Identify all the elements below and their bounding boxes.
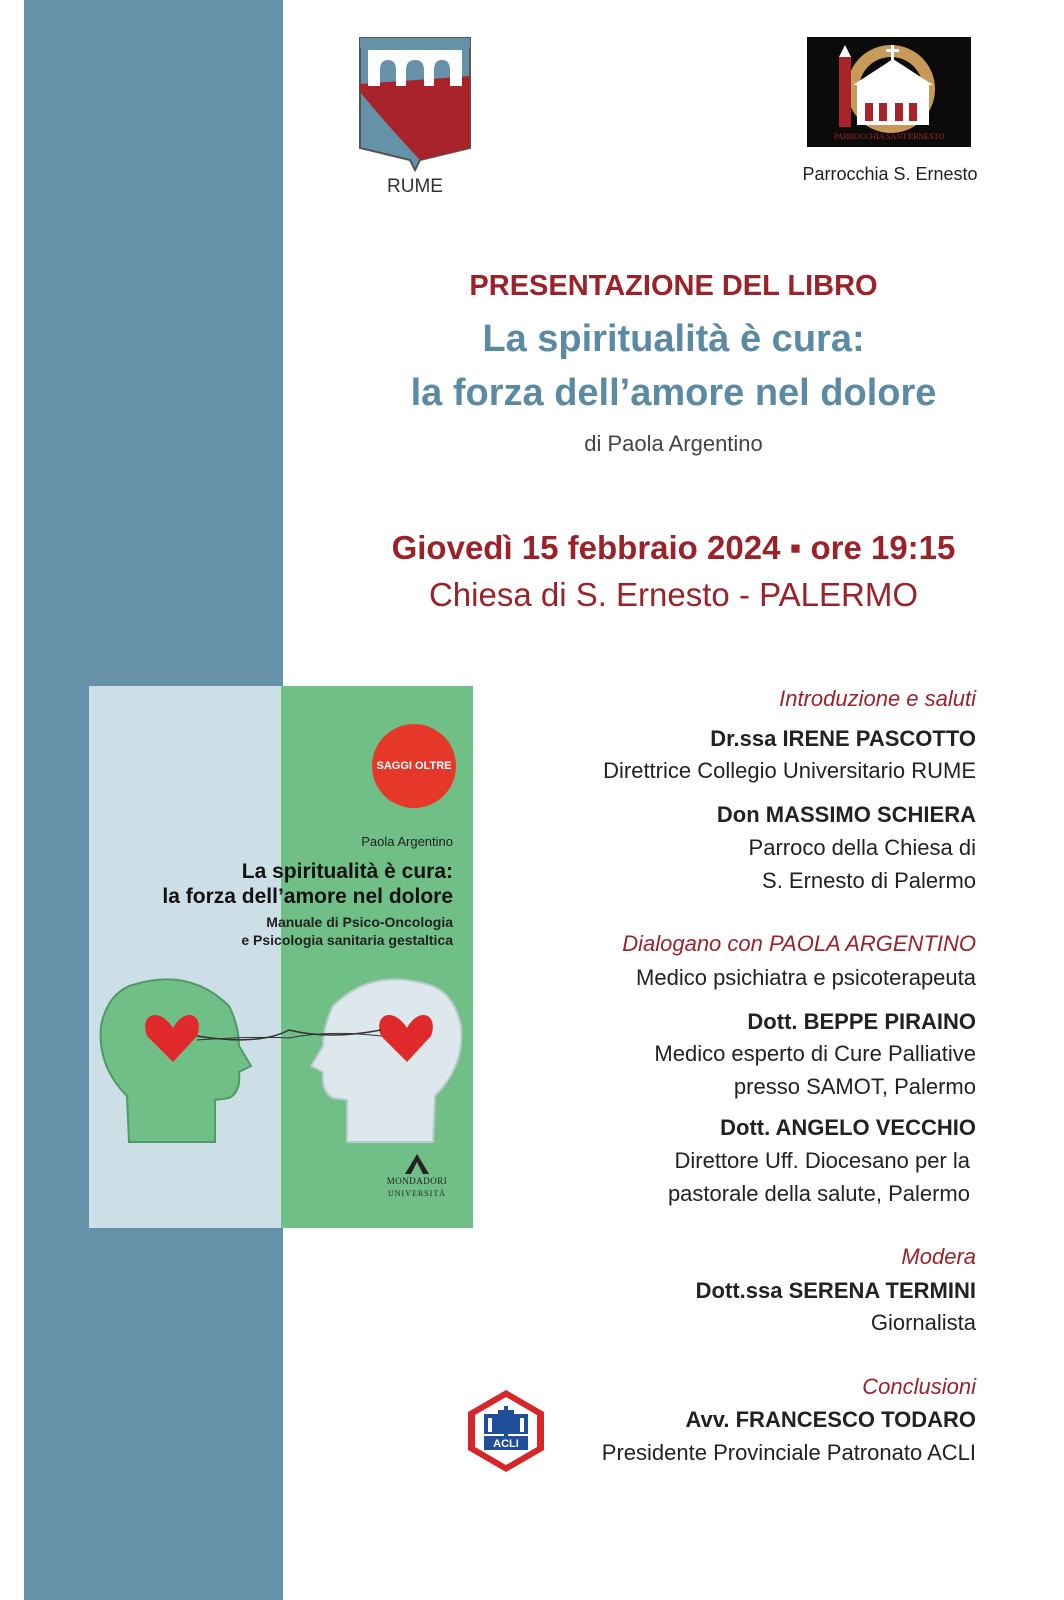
- parish-label: Parrocchia S. Ernesto: [802, 164, 978, 184]
- series-badge: SAGGI OLTRE: [372, 724, 456, 808]
- speaker-schiera-role-line2: S. Ernesto di Palermo: [762, 868, 976, 893]
- intro-heading: Introduzione e saluti: [779, 686, 976, 711]
- speaker-vecchio-role-line1: Direttore Uff. Diocesano per la: [674, 1148, 970, 1173]
- publisher-logo-icon: [405, 1154, 429, 1174]
- speaker-pascotto-role-title: Direttrice: [603, 758, 692, 783]
- cover-publisher: MONDADORI: [386, 1176, 448, 1186]
- cover-author: Paola Argentino: [361, 834, 453, 849]
- parish-logo: [807, 37, 971, 147]
- cover-subtitle-line2: e Psicologia sanitaria gestaltica: [241, 932, 453, 948]
- speaker-piraino-name: Dott. BEPPE PIRAINO: [747, 1009, 976, 1034]
- acli-logo: [466, 1388, 546, 1474]
- parish-banner: PARROCCHIA SANT'ERNESTO: [833, 132, 945, 141]
- book-title-line2: la forza dell’amore nel dolore: [410, 372, 937, 414]
- event-place: Chiesa di S. Ernesto - PALERMO: [428, 576, 919, 613]
- event-date: Giovedì 15 febbraio 2024 ▪ ore 19:15: [391, 529, 956, 566]
- speaker-vecchio-role-line2: pastorale della salute, Palermo: [667, 1181, 970, 1206]
- rume-crest-logo: [358, 36, 472, 172]
- rume-label: RUME: [387, 176, 443, 197]
- dialog-heading: Dialogano con PAOLA ARGENTINO: [622, 931, 976, 956]
- cover-title-line2: la forza dell’amore nel dolore: [162, 885, 453, 908]
- acli-logo-text: ACLI: [493, 1438, 519, 1450]
- moderator-name: Dott.ssa SERENA TERMINI: [695, 1278, 976, 1303]
- speaker-todaro-name: Avv. FRANCESCO TODARO: [685, 1407, 976, 1432]
- author-role: Medico psichiatra e psicoterapeuta: [636, 965, 976, 990]
- event-kicker: PRESENTAZIONE DEL LIBRO: [469, 270, 878, 302]
- cover-subtitle-line1: Manuale di Psico-Oncologia: [266, 914, 453, 930]
- speaker-pascotto-role: [603, 758, 976, 784]
- cover-title-line1: La spiritualità è cura:: [241, 860, 453, 883]
- book-title-line1: La spiritualità è cura:: [482, 318, 865, 360]
- moderator-role: Giornalista: [870, 1310, 976, 1335]
- speaker-schiera-role-line1: Parroco della Chiesa di: [748, 835, 976, 860]
- speaker-pascotto-name: Dr.ssa IRENE PASCOTTO: [710, 726, 976, 751]
- conclusions-heading: Conclusioni: [862, 1374, 976, 1399]
- speaker-schiera-name: Don MASSIMO SCHIERA: [716, 802, 976, 827]
- speaker-pascotto-role-org: Collegio Universitario RUME: [691, 758, 976, 783]
- book-cover: [89, 686, 473, 1228]
- moderator-heading: Modera: [901, 1244, 976, 1269]
- book-author: di Paola Argentino: [584, 431, 763, 456]
- church-icon: [807, 37, 971, 147]
- speaker-piraino-role-line2: presso SAMOT, Palermo: [733, 1074, 976, 1099]
- cover-publisher-sub: UNIVERSITÀ: [388, 1189, 446, 1198]
- speaker-todaro-role: Presidente Provinciale Patronato ACLI: [601, 1440, 976, 1465]
- speaker-vecchio-name: Dott. ANGELO VECCHIO: [720, 1115, 976, 1140]
- two-heads-illustration: [89, 966, 473, 1166]
- speaker-piraino-role-line1: Medico esperto di Cure Palliative: [654, 1041, 976, 1066]
